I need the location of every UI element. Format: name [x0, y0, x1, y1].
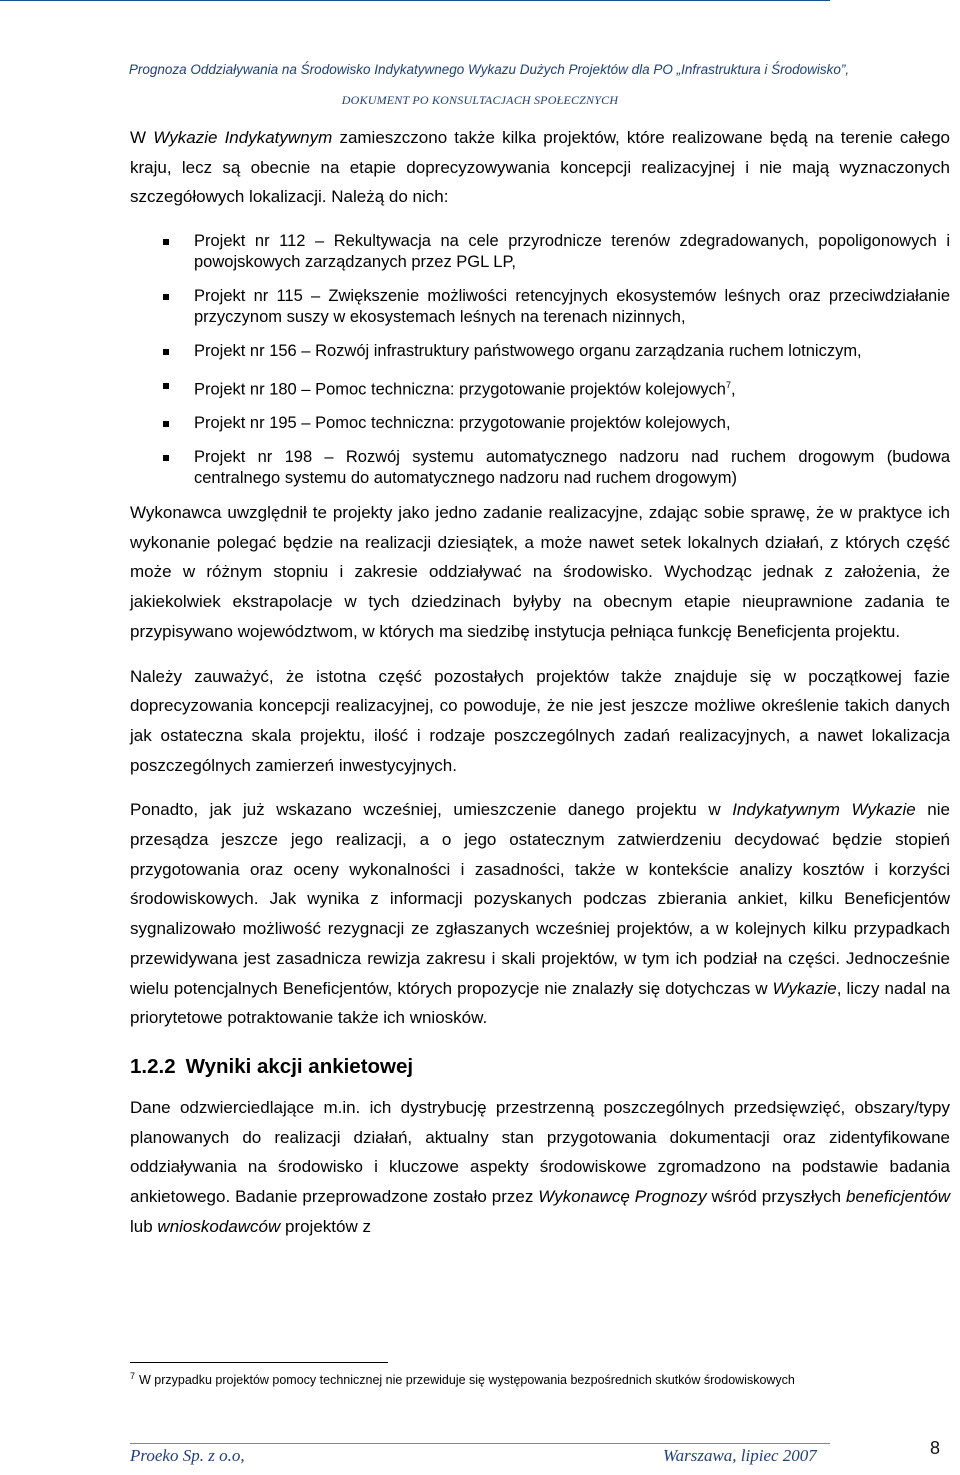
list-item — [130, 413, 950, 434]
project-list — [130, 231, 950, 490]
bullet-square-icon — [163, 455, 169, 461]
list-item-text: Projekt nr 112 – Rekultywacja na cele przyrodnicze terenów zdegradowanych, popoligonowych i powojskowych zarządzanych przez PGL LP, — [194, 231, 950, 271]
footnote-text: W przypadku projektów pomocy technicznej nie przewiduje się występowania bezpośrednich skutków środowiskowych — [139, 1373, 795, 1388]
para4-emphasis-2: beneficjentów — [846, 1187, 950, 1207]
para4-text-1: Dane odzwierciedlające m.in. ich dystrybucję przestrzenną poszczególnych przedsięwzięć, obszary/typy planowanych do realizacji działań, aktualny stan przygotowania dokumentacji oraz zidentyfikowane oddziaływania na środowisko i kluczowe aspekty środowiskowe zgromadzono na podstawie badania ankietowego. Badanie przeprowadzone zostało przez — [130, 1097, 950, 1207]
para4-emphasis-3: wnioskodawców — [157, 1216, 281, 1236]
para3-text-3: , liczy nadal na priorytetowe potraktowanie także ich wniosków. — [130, 978, 950, 1028]
list-item — [130, 447, 950, 489]
section-title: Wyniki akcji ankietowej — [185, 1054, 414, 1078]
footnote-reference: 7 — [725, 379, 731, 390]
intro-text-2: zamieszczono także kilka projektów, które realizowane będą na terenie całego kraju, lecz są obecnie na etapie doprecyzowywania koncepcji realizacyjnej i nie mają wyznaczonych szczegółowych lokalizacji. Należą do nich: — [130, 128, 950, 206]
page-number: 8 — [930, 1438, 941, 1458]
running-header-title — [0, 62, 960, 77]
para4-text-3: lub — [130, 1216, 158, 1236]
list-item — [130, 341, 950, 362]
running-header-title-text: Prognoza Oddziaływania na Środowisko Indykatywnego Wykazu Dużych Projektów dla PO „Infrastruktura i Środowisko”, — [128, 62, 850, 77]
bullet-square-icon — [163, 383, 169, 389]
intro-emphasis: Wykazie Indykatywnym — [153, 128, 333, 147]
page-body — [130, 123, 950, 1241]
footer-rule — [130, 1443, 830, 1444]
list-item — [130, 375, 950, 401]
list-item-text: Projekt nr 198 – Rozwój systemu automatycznego nadzoru nad ruchem drogowym (budowa centralnego systemu do automatycznego nadzoru nad ruchem drogowym) — [194, 448, 950, 487]
list-item-text: Projekt nr 115 – Zwiększenie możliwości retencyjnych ekosystemów leśnych oraz przeciwdziałanie przyczynom suszy w ekosystemach leśnych na terenach nizinnych, — [194, 286, 950, 326]
para3-text-1: Ponadto, jak już wskazano wcześniej, umieszczenie danego projektu w — [130, 800, 733, 820]
section-heading — [130, 1055, 950, 1079]
bullet-square-icon — [163, 294, 169, 300]
para3-emphasis-2: Wykazie — [772, 978, 837, 998]
bullet-square-icon — [163, 349, 169, 355]
list-item-text: Projekt nr 180 – Pomoc techniczna: przygotowanie projektów kolejowych — [194, 380, 726, 398]
para3-emphasis-1: Indykatywnym Wykazie — [732, 800, 916, 820]
list-item-text: Projekt nr 195 – Pomoc techniczna: przygotowanie projektów kolejowych, — [194, 414, 731, 432]
list-item — [130, 231, 950, 273]
intro-paragraph — [130, 123, 950, 212]
footer-company: Proeko Sp. z o.o, — [130, 1446, 245, 1465]
paragraph-dane — [130, 1093, 950, 1242]
paragraph-nalezy: Należy zauważyć, że istotna część pozostałych projektów także znajduje się w początkowej fazie doprecyzowania koncepcji realizacyjnej, co powoduje, że nie jest jeszcze możliwe określenie takich danych jak ostateczna skala projektu, ilość i rodzaje poszczególnych zadań realizacyjnych, a nawet lokalizacja poszczególnych zamierzeń inwestycyjnych. — [130, 666, 950, 775]
header-top-rule — [0, 0, 830, 1]
footer-date: Warszawa, lipiec 2007 — [663, 1446, 817, 1465]
section-number: 1.2.2 — [130, 1054, 176, 1078]
intro-text-1: W — [130, 128, 154, 147]
paragraph-wykonawca: Wykonawca uwzględnił te projekty jako jedno zadanie realizacyjne, zdając sobie sprawę, że w praktyce ich wykonanie polegać będzie na realizacji dziesiątek, a może nawet setek lokalnych działań, z których część może w różnym stopniu i zakresie oddziaływać na środowisko. Wychodząc jednak z założenia, że jakiekolwiek ekstrapolacje w tych dziedzinach byłyby na obecnym etapie nieuprawnione zadania te przypisywano województwom, w których ma siedzibę instytucja pełniąca funkcję Beneficjenta projektu. — [130, 503, 950, 641]
footnote-number: 7 — [130, 1371, 136, 1381]
para4-emphasis-1: Wykonawcę Prognozy — [538, 1187, 707, 1207]
list-item-text: Projekt nr 156 – Rozwój infrastruktury państwowego organu zarządzania ruchem lotniczym, — [194, 341, 862, 360]
footnote — [130, 1371, 950, 1387]
footnote-rule — [130, 1362, 388, 1363]
para4-text-4: projektów z — [280, 1216, 371, 1236]
paragraph-ponadto — [130, 795, 950, 1033]
bullet-square-icon — [163, 421, 169, 427]
list-item-punctuation: , — [730, 380, 736, 398]
running-header-subtitle: DOKUMENT PO KONSULTACJACH SPOŁECZNYCH — [341, 93, 619, 107]
list-item — [130, 286, 950, 328]
para4-text-2: wśród przyszłych — [706, 1187, 847, 1207]
para3-text-2: nie przesądza jeszcze jego realizacji, a o jego ostatecznym zatwierdzeniu decydować będzie stopień przygotowania oraz oceny wykonalności i zasadności, także w kontekście analizy kosztów i korzyści środowiskowych. Jak wynika z informacji pozyskanych podczas zbierania ankiet, kilku Beneficjentów sygnalizowało możliwość rezygnacji ze zgłaszanych wcześniej projektów, a w kolejnych kilku przypadkach przewidywana jest zasadnicza rewizja zakresu i skali projektów, w tym ich podział na części. Jednocześnie wielu potencjalnych Beneficjentów, których propozycje nie znalazły się dotychczas w — [130, 800, 950, 998]
bullet-square-icon — [163, 239, 169, 245]
